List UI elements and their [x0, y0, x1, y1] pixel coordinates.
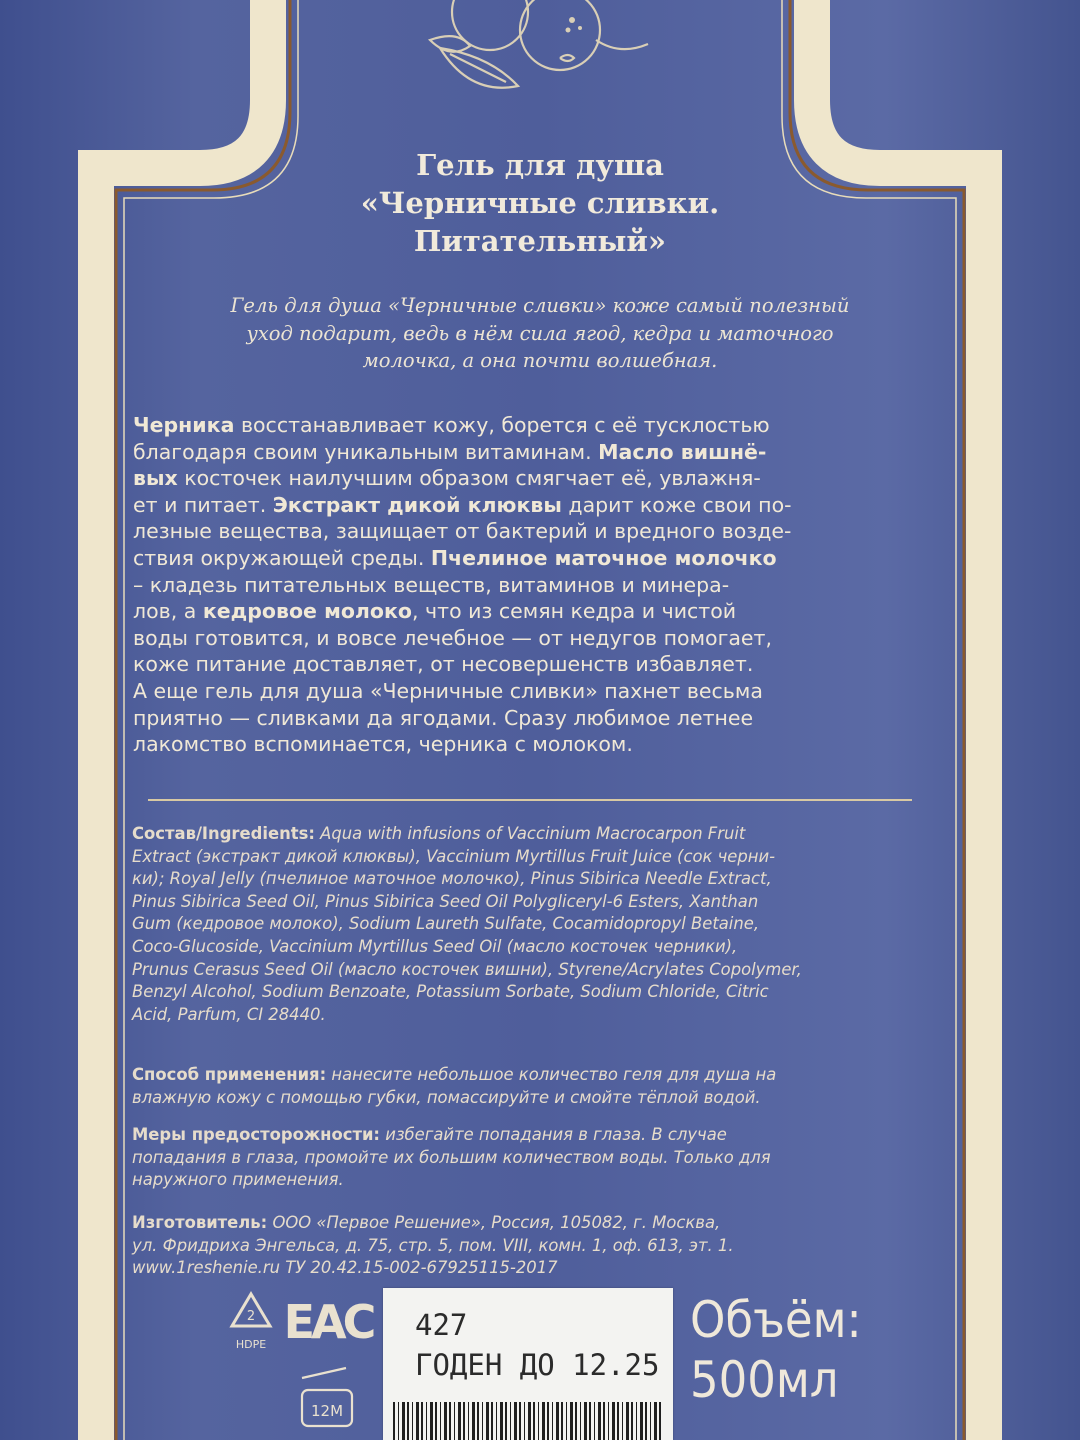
text-segment: ствия окружающей среды. — [133, 545, 431, 570]
pao-label: 12M — [310, 1402, 344, 1420]
ingredients-block — [132, 823, 950, 1026]
highlight-royal-jelly: Пчелиное маточное молочко — [430, 545, 777, 570]
manufacturer-line — [132, 1212, 950, 1235]
precautions-block — [132, 1124, 950, 1192]
usage-line: влажную кожу с помощью губки, помассируйте и смойте тёплой водой. — [132, 1087, 761, 1107]
ingredients-line: Coco-Glucoside, Vaccinium Myrtillus Seed Oil (масло косточек черники), — [132, 936, 738, 956]
ingredients-line: Gum (кедровое молоко), Sodium Laureth Sulfate, Cocamidopropyl Betaine, — [132, 914, 760, 934]
ingredients-line: Pinus Sibirica Seed Oil, Pinus Sibirica Seed Oil Polygliceryl-6 Esters, Xanthan — [132, 891, 759, 911]
ingredients-line: ки); Royal Jelly (пчелиное маточное молочко), Pinus Sibirica Needle Extract, — [132, 869, 772, 889]
description-paragraph — [133, 412, 948, 758]
manufacturer-line: www.1reshenie.ru ТУ 20.42.15-002-67925115-2017 — [132, 1258, 558, 1278]
precautions-line — [132, 1124, 950, 1147]
description-line — [133, 412, 948, 439]
highlight-cranberry-extract: Экстракт дикой клюквы — [272, 492, 562, 517]
manufacturer-line: ул. Фридриха Энгельса, д. 75, стр. 5, пом. VIII, комн. 1, оф. 613, эт. 1. — [132, 1235, 734, 1255]
expiry-date: ГОДЕН ДО 12.25 — [415, 1348, 660, 1382]
intro-line: молочка, а она почти волшебная. — [362, 349, 718, 372]
text-segment: лов, а — [133, 599, 203, 624]
title-line-2: «Черничные сливки. — [360, 186, 720, 220]
text-segment: нанесите небольшое количество геля для душа на — [326, 1065, 777, 1084]
volume-info — [690, 1290, 862, 1410]
description-line — [133, 439, 948, 466]
highlight-blueberry: Черника — [133, 413, 235, 437]
usage-block — [132, 1064, 950, 1109]
description-line — [133, 598, 948, 625]
text-segment: ет и питает. — [133, 492, 273, 517]
intro-line: Гель для душа «Черничные сливки» коже самый полезный — [230, 294, 850, 317]
usage-label: Способ применения: — [132, 1065, 327, 1084]
volume-label: Объём: — [690, 1291, 862, 1349]
text-segment: избегайте попадания в глаза. В случае — [379, 1125, 727, 1144]
usage-line — [132, 1064, 950, 1087]
text-segment: ООО «Первое Решение», Россия, 105082, г. Москва, — [267, 1213, 721, 1232]
ingredients-line: Prunus Cerasus Seed Oil (масло косточек вишни), Styrene/Acrylates Copolymer, — [132, 959, 802, 979]
ingredients-line: Acid, Parfum, CI 28440. — [132, 1004, 326, 1024]
title-line-1: Гель для душа — [416, 148, 664, 182]
precautions-line: попадания в глаза, промойте их большим количеством воды. Только для — [132, 1147, 771, 1167]
barcode — [393, 1402, 663, 1440]
description-line: А еще гель для душа «Черничные сливки» пахнет весьма — [133, 678, 763, 703]
manufacturer-label: Изготовитель: — [132, 1213, 268, 1232]
volume-value: 500мл — [690, 1351, 839, 1409]
divider-line — [148, 799, 912, 801]
product-title — [200, 146, 880, 260]
eac-label: EAC — [283, 1295, 373, 1349]
highlight-cherry-oil: вых — [133, 466, 178, 491]
description-line: – кладезь питательных веществ, витаминов и минера- — [133, 572, 730, 597]
description-line: лезные вещества, защищает от бактерий и вредного возде- — [133, 519, 792, 544]
recycle-number: 2 — [246, 1309, 256, 1324]
eac-mark-icon — [283, 1288, 373, 1349]
precautions-label: Меры предосторожности: — [132, 1125, 380, 1144]
highlight-cherry-oil: Масло вишнё- — [598, 439, 767, 464]
text-segment: благодаря своим уникальным витаминам. — [133, 439, 599, 464]
text-segment: , что из семян кедра и чистой — [412, 599, 737, 624]
ingredients-line: Benzyl Alcohol, Sodium Benzoate, Potassium Sorbate, Sodium Chloride, Citric — [132, 982, 769, 1002]
batch-number: 427 — [415, 1308, 468, 1342]
manufacturer-block — [132, 1212, 950, 1280]
ingredients-label: Состав/Ingredients: — [132, 824, 315, 843]
expiry-sticker — [383, 1288, 673, 1440]
description-line — [133, 465, 948, 492]
text-segment: Aqua with infusions of Vaccinium Macrocarpon Fruit — [314, 824, 746, 843]
recycle-hdpe-icon — [222, 1288, 280, 1358]
description-line: приятно — сливками да ягодами. Сразу любимое летнее — [133, 705, 754, 730]
description-line — [133, 545, 948, 572]
description-line: коже питание доставляет, от несовершенств избавляет. — [133, 652, 754, 677]
recycle-label: HDPE — [235, 1338, 267, 1351]
jar-pao-icon — [294, 1362, 360, 1430]
description-line — [133, 492, 948, 519]
precautions-line: наружного применения. — [132, 1170, 344, 1190]
intro-paragraph — [140, 292, 940, 375]
text-segment: дарит коже свои по- — [561, 492, 792, 517]
intro-line: уход подарит, ведь в нём сила ягод, кедра и маточного — [246, 321, 834, 345]
text-segment: восстанавливает кожу, борется с её тусклостью — [234, 413, 770, 437]
description-line: лакомство вспоминается, черника с молоком. — [133, 732, 633, 757]
description-line: воды готовится, и вовсе лечебное — от недугов помогает, — [133, 625, 772, 650]
highlight-cedar-milk: кедровое молоко — [202, 599, 413, 624]
text-segment: косточек наилучшим образом смягчает её, увлажня- — [177, 466, 761, 491]
ingredients-line: Extract (экстракт дикой клюквы), Vaccinium Myrtillus Fruit Juice (сок черни- — [132, 846, 776, 866]
ingredients-line — [132, 823, 950, 846]
title-line-3: Питательный» — [413, 224, 667, 258]
blueberry-illustration-icon — [410, 0, 670, 112]
